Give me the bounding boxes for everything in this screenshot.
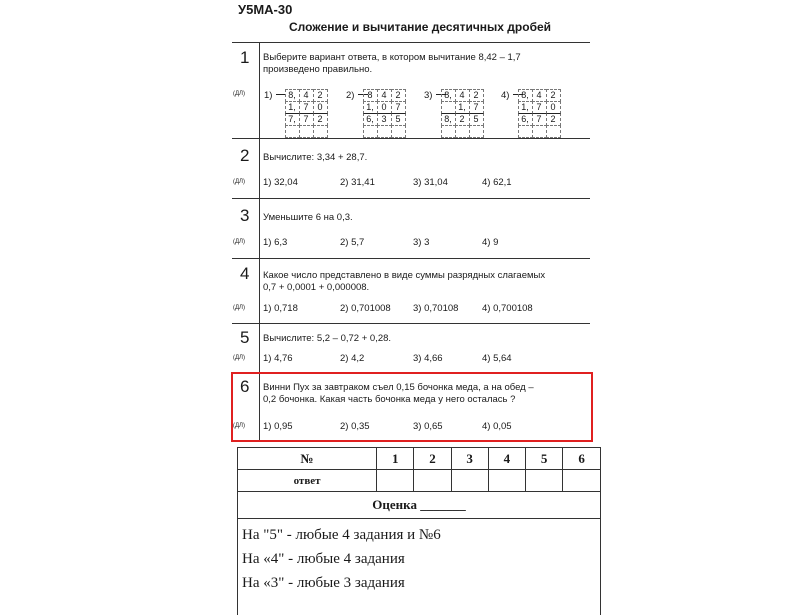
- answer-option: 2) 0,701008: [340, 303, 391, 314]
- question-text: 0,2 бочонка. Какая часть бочонка меда у него осталась ?: [263, 394, 516, 405]
- grid-cell: 2: [313, 113, 328, 126]
- grid-cell: 2: [546, 113, 561, 126]
- subtraction-grid: [518, 89, 560, 137]
- header-cell: 5: [525, 448, 562, 470]
- header-cell: 4: [488, 448, 525, 470]
- worksheet-code: У5МА-30: [238, 2, 293, 17]
- grid-cell: 3: [377, 113, 392, 126]
- grid-cell: [363, 125, 378, 138]
- option-label: 2): [346, 90, 355, 101]
- grid-cell: 1,: [363, 101, 378, 114]
- grid-cell: 8,: [441, 113, 456, 126]
- answer-cell[interactable]: [488, 470, 525, 492]
- answer-option: 1) 6,3: [263, 237, 288, 248]
- question-text: произведено правильно.: [263, 64, 373, 75]
- answer-option: 2) 4,2: [340, 353, 365, 364]
- answer-option: 3) 31,04: [413, 177, 448, 188]
- question-number: 3: [240, 206, 250, 225]
- level-marker: (ДЛ): [233, 423, 245, 429]
- header-cell: №: [238, 448, 377, 470]
- question-text: Винни Пух за завтраком съел 0,15 бочонка меда, а на обед –: [263, 382, 534, 393]
- grid-cell: 4: [455, 89, 470, 102]
- table-header-row: [238, 448, 601, 470]
- answer-option: 3) 4,66: [413, 353, 443, 364]
- grid-cell: [391, 125, 406, 138]
- grid-cell: 0: [546, 101, 561, 114]
- grid-cell: 1,: [285, 101, 300, 114]
- answer-option: 4) 9: [482, 237, 499, 248]
- question-number: 5: [240, 328, 250, 347]
- grid-cell: [546, 125, 561, 138]
- answer-option: 2) 5,7: [340, 237, 365, 248]
- question-text: Уменьшите 6 на 0,3.: [263, 212, 353, 223]
- answer-option: 1) 0,718: [263, 303, 298, 314]
- grid-cell: 1,: [518, 101, 533, 114]
- answer-option: 4) 0,700108: [482, 303, 533, 314]
- question-text: Вычислите: 5,2 – 0,72 + 0,28.: [263, 333, 392, 344]
- grid-cell: 5: [469, 113, 484, 126]
- grid-cell: [299, 125, 314, 138]
- level-marker: (ДЛ): [233, 355, 245, 361]
- criterion: На «3" - любые 3 задания: [238, 571, 601, 595]
- answer-row: [238, 470, 601, 492]
- grid-cell: [518, 125, 533, 138]
- header-cell: 2: [414, 448, 451, 470]
- option-label: 4): [501, 90, 510, 101]
- answer-option: 1) 0,95: [263, 421, 293, 432]
- subtraction-grid: [441, 89, 483, 137]
- answer-option: 4) 62,1: [482, 177, 512, 188]
- answer-table: [237, 447, 601, 615]
- header-cell: 6: [563, 448, 601, 470]
- grid-cell: 0: [313, 101, 328, 114]
- level-marker: (ДЛ): [233, 239, 245, 245]
- criterion: На «4" - любые 4 задания: [238, 547, 601, 571]
- grid-cell: 7: [299, 101, 314, 114]
- grid-cell: [285, 125, 300, 138]
- grid-cell: 7: [391, 101, 406, 114]
- level-marker: (ДЛ): [233, 179, 245, 185]
- answer-cell[interactable]: [563, 470, 601, 492]
- grid-cell: 6,: [518, 113, 533, 126]
- question-text: Вычислите: 3,34 + 28,7.: [263, 152, 368, 163]
- divider: [232, 258, 590, 259]
- answer-cell[interactable]: [451, 470, 488, 492]
- answer-label: ответ: [238, 470, 377, 492]
- question-number: 1: [240, 48, 250, 67]
- grid-cell: 8,: [285, 89, 300, 102]
- question-text: Выберите вариант ответа, в котором вычитание 8,42 – 1,7: [263, 52, 521, 63]
- option-label: 3): [424, 90, 433, 101]
- grid-cell: 8,: [518, 89, 533, 102]
- answer-option: 1) 32,04: [263, 177, 298, 188]
- answer-option: 4) 5,64: [482, 353, 512, 364]
- subtraction-grid: [285, 89, 327, 137]
- question-number: 4: [240, 264, 250, 283]
- criterion: На "5" - любые 4 задания и №6: [238, 519, 601, 548]
- answer-option: 4) 0,05: [482, 421, 512, 432]
- grid-cell: 5: [391, 113, 406, 126]
- answer-option: 3) 0,65: [413, 421, 443, 432]
- grid-cell: 0: [377, 101, 392, 114]
- divider: [232, 42, 590, 43]
- grid-cell: 4: [299, 89, 314, 102]
- answer-option: 1) 4,76: [263, 353, 293, 364]
- question-number: 2: [240, 146, 250, 165]
- header-cell: 3: [451, 448, 488, 470]
- criteria-blank: [238, 595, 601, 615]
- grid-cell: 1,: [455, 101, 470, 114]
- grid-cell: 2: [313, 89, 328, 102]
- grid-cell: 2: [391, 89, 406, 102]
- worksheet-title: Сложение и вычитание десятичных дробей: [288, 20, 552, 34]
- level-marker: (ДЛ): [233, 91, 245, 97]
- grid-cell: [377, 125, 392, 138]
- divider: [232, 198, 590, 199]
- grid-cell: 8: [363, 89, 378, 102]
- grid-cell: 2: [546, 89, 561, 102]
- answer-option: 2) 31,41: [340, 177, 375, 188]
- answer-option: 3) 3: [413, 237, 430, 248]
- level-marker: (ДЛ): [233, 305, 245, 311]
- question-text: 0,7 + 0,0001 + 0,000008.: [263, 282, 370, 293]
- grid-cell: 7: [532, 113, 547, 126]
- answer-cell[interactable]: [414, 470, 451, 492]
- header-cell: 1: [377, 448, 414, 470]
- grid-cell: 2: [469, 89, 484, 102]
- grade-cell: Оценка _______: [238, 492, 601, 519]
- grid-cell: 8,: [441, 89, 456, 102]
- grid-cell: 7: [532, 101, 547, 114]
- grid-cell: [469, 125, 484, 138]
- option-label: 1): [264, 90, 273, 101]
- answer-option: 2) 0,35: [340, 421, 370, 432]
- grid-cell: 7: [299, 113, 314, 126]
- grid-cell: 7: [469, 101, 484, 114]
- answer-cell[interactable]: [525, 470, 562, 492]
- divider: [232, 323, 590, 324]
- answer-option: 3) 0,70108: [413, 303, 459, 314]
- grid-cell: 4: [532, 89, 547, 102]
- grid-cell: [532, 125, 547, 138]
- question-number: 6: [240, 377, 250, 396]
- question-text: Какое число представлено в виде суммы разрядных слагаемых: [263, 270, 546, 281]
- grid-cell: [313, 125, 328, 138]
- grid-cell: 2: [455, 113, 470, 126]
- subtraction-grid: [363, 89, 405, 137]
- grid-cell: 7,: [285, 113, 300, 126]
- answer-cell[interactable]: [377, 470, 414, 492]
- grid-cell: 6,: [363, 113, 378, 126]
- grid-cell: [441, 125, 456, 138]
- grid-cell: [455, 125, 470, 138]
- divider: [232, 138, 590, 139]
- grid-cell: 4: [377, 89, 392, 102]
